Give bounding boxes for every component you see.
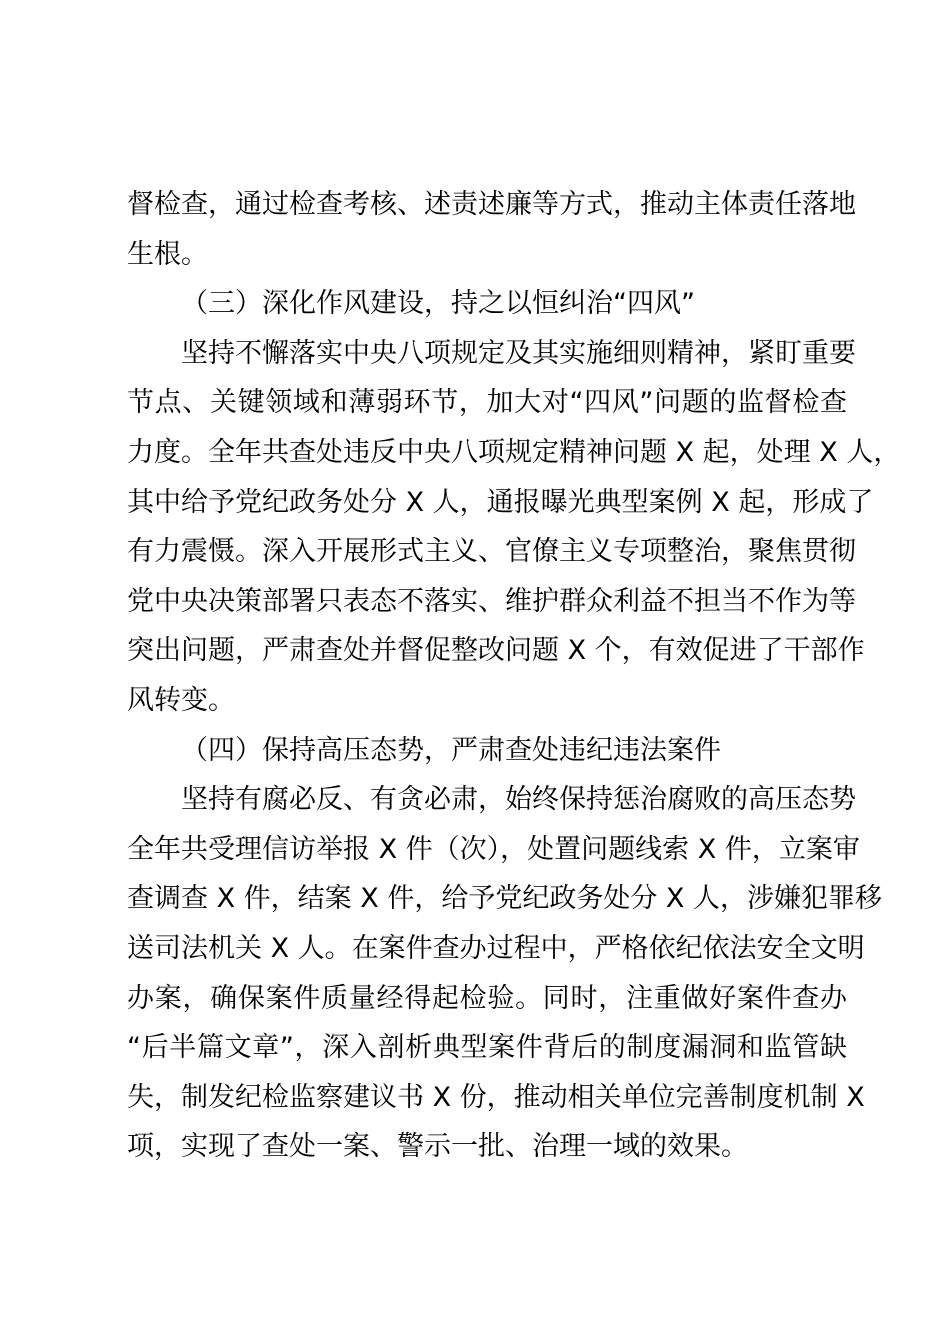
- body-line: 项，实现了查处一案、警示一批、治理一域的效果。: [127, 1131, 748, 1163]
- body-line: 失，制发纪检监察建议书 X 份，推动相关单位完善制度机制 X: [127, 1081, 865, 1113]
- body-line: 办案，确保案件质量经得起检验。同时，注重做好案件查办: [127, 982, 847, 1014]
- body-line: 力度。全年共查处违反中央八项规定精神问题 X 起，处理 X 人，: [127, 436, 901, 468]
- body-line: 督检查，通过检查考核、述责述廉等方式，推动主体责任落地: [127, 189, 856, 220]
- body-line: 送司法机关 X 人。在案件查办过程中，严格依纪依法安全文明: [127, 932, 865, 964]
- body-line: 节点、关键领域和薄弱环节，加大对“四风”问题的监督检查: [127, 387, 847, 419]
- section-heading-3: （三）深化作风建设，持之以恒纠治“四风”: [181, 288, 695, 320]
- body-line: “后半篇文章”，深入剖析典型案件背后的制度漏洞和监管缺: [127, 1032, 847, 1064]
- section-heading-4: （四）保持高压态势，严肃查处违纪违法案件: [181, 734, 721, 766]
- document-body: [127, 180, 901, 1172]
- body-line: 党中央决策部署只表态不落实、维护群众利益不担当不作为等: [127, 585, 856, 617]
- body-line: 生根。: [127, 238, 208, 270]
- body-line: 坚持不懈落实中央八项规定及其实施细则精神，紧盯重要: [181, 337, 856, 369]
- body-line: 其中给予党纪政务处分 X 人，通报曝光典型案例 X 起，形成了: [127, 486, 874, 518]
- body-line: 有力震慑。深入开展形式主义、官僚主义专项整治，聚焦贯彻: [127, 536, 856, 568]
- body-line: 突出问题，严肃查处并督促整改问题 X 个，有效促进了干部作: [127, 635, 865, 667]
- body-line: 查调查 X 件，结案 X 件，给予党纪政务处分 X 人，涉嫌犯罪移: [127, 883, 882, 915]
- body-line: 风转变。: [127, 684, 235, 716]
- body-line: 坚持有腐必反、有贪必肃，始终保持惩治腐败的高压态势: [181, 784, 856, 816]
- body-line: 全年共受理信访举报 X 件（次），处置问题线索 X 件，立案审: [127, 833, 860, 865]
